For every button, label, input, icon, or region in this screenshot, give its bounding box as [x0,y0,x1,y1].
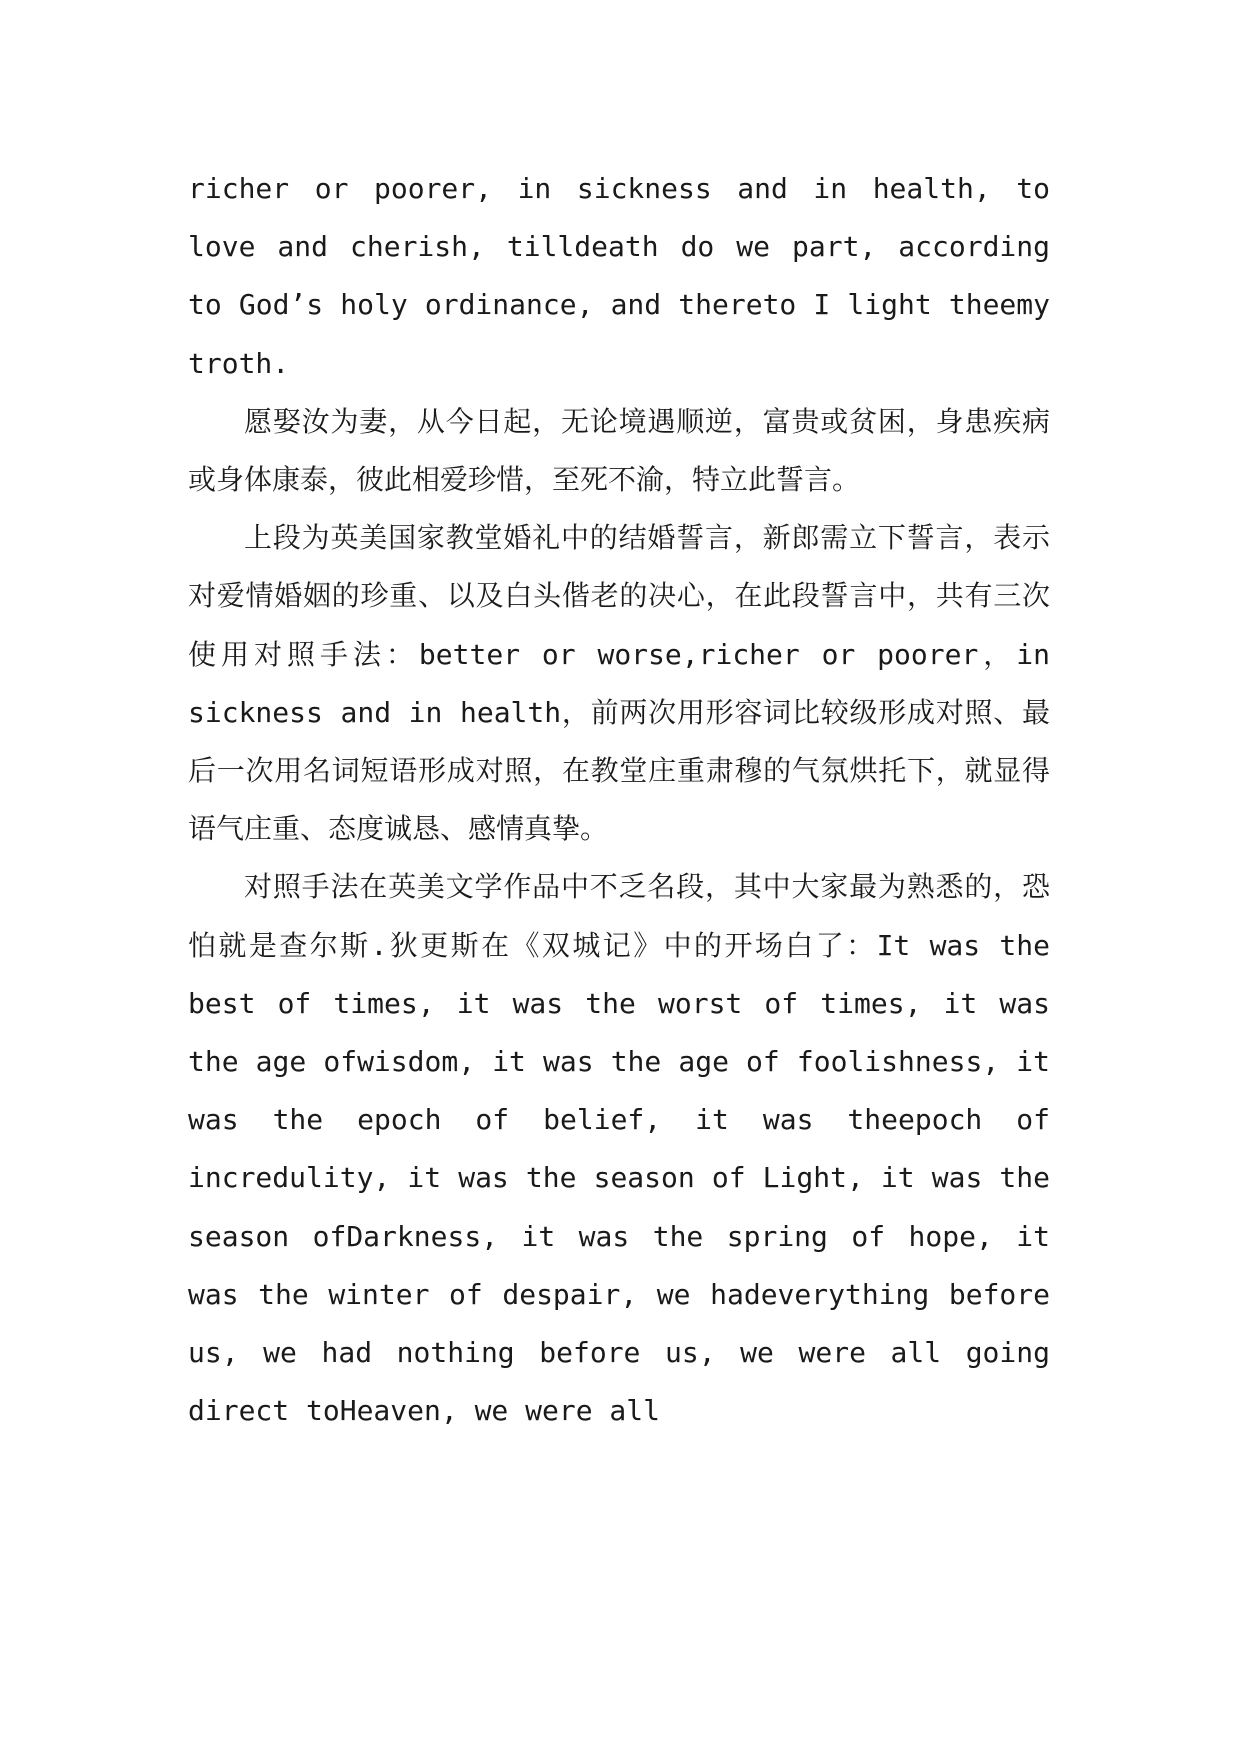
vow-english-paragraph: richer or poorer, in sickness and in health, to love and cherish, tilldeath do we part, according to God’s holy ordinance, and thereto I light theemy troth. [188,172,1050,380]
document-page [188,160,1050,1440]
tale-of-two-cities-paragraph: 对照手法在英美文学作品中不乏名段，其中大家最为熟悉的，恐怕就是查尔斯.狄更斯在《双城记》中的开场白了：It was the best of times, it was the worst of times, it was the age ofwisdom, it was the age of foolishness, it was the epoch of belief, it was theepoch of incredulity, it was the season of Light, it was the season ofDarkness, it was the spring of hope, it was the winter of despair, we hadeverything before us, we had nothing before us, we were all going direct toHeaven, we were all [188,870,1050,1428]
vow-analysis-paragraph: 上段为英美国家教堂婚礼中的结婚誓言，新郎需立下誓言，表示对爱情婚姻的珍重、以及白头偕老的决心，在此段誓言中，共有三次使用对照手法：better or worse,richer or poorer，in sickness and in health，前两次用形容词比较级形成对照、最后一次用名词短语形成对照，在教堂庄重肃穆的气氛烘托下，就显得语气庄重、态度诚恳、感情真挚。 [188,521,1050,846]
vow-chinese-translation-paragraph: 愿娶汝为妻，从今日起，无论境遇顺逆，富贵或贫困，身患疾病或身体康泰，彼此相爱珍惜，至死不渝，特立此誓言。 [188,404,1050,497]
